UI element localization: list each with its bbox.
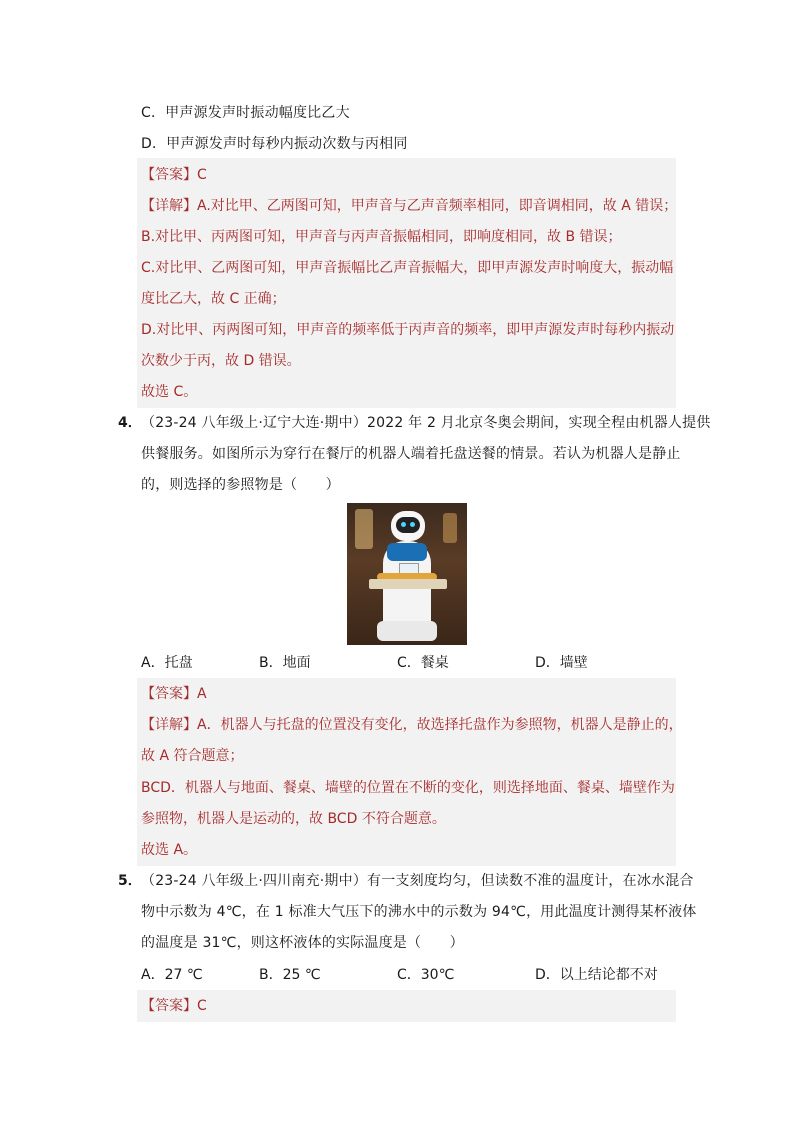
q3-detail-line-5: D.对比甲、丙两图可知，甲声音的频率低于丙声音的频率，即甲声源发声时每秒内振动	[141, 322, 675, 338]
q3-detail-line-3: C.对比甲、乙两图可知，甲声音振幅比乙声音振幅大，即甲声源发声时响度大，振动幅	[141, 260, 674, 276]
q5-option-b: B．25 ℃	[259, 967, 321, 983]
detail-label: 【详解】	[141, 717, 197, 733]
q3-detail-line-7: 故选 C。	[141, 384, 198, 400]
q3-detail-line-2: B.对比甲、丙两图可知，甲声音与丙声音振幅相同，即响度相同，故 B 错误；	[141, 229, 622, 245]
q4-option-d: D．墙壁	[535, 655, 588, 671]
q4-option-c: C．餐桌	[397, 655, 449, 671]
q3-detail-line-6: 次数少于丙，故 D 错误。	[141, 353, 301, 369]
q4-stem-line-1: （23-24 八年级上·辽宁大连·期中）2022 年 2 月北京冬奥会期间，实现全程由机器人提供	[141, 415, 711, 431]
detail-text: A．机器人与托盘的位置没有变化，故选择托盘作为参照物，机器人是静止的，	[197, 717, 683, 733]
q4-detail-line-1	[141, 715, 683, 735]
q4-detail-line-4: 参照物，机器人是运动的，故 BCD 不符合题意。	[141, 811, 446, 827]
q5-answer	[141, 996, 207, 1016]
robot-waiter-photo	[347, 503, 467, 645]
answer-label: 【答案】	[141, 686, 197, 702]
q5-stem-line-2: 物中示数为 4℃，在 1 标准大气压下的沸水中的示数为 94℃，用此温度计测得某杯液体	[141, 904, 697, 920]
q5-option-a: A．27 ℃	[141, 967, 203, 983]
detail-label: 【详解】	[141, 198, 197, 214]
q5-option-d: D．以上结论都不对	[535, 967, 658, 983]
q4-number: 4．	[118, 415, 142, 431]
q5-number: 5．	[118, 873, 142, 889]
q4-answer-box	[137, 678, 676, 866]
q4-stem-line-3: 的，则选择的参照物是（ ）	[141, 477, 340, 493]
q5-stem-line-1: （23-24 八年级上·四川南充·期中）有一支刻度均匀，但读数不准的温度计，在冰水混合	[141, 873, 694, 889]
answer-value: C	[197, 998, 207, 1014]
q3-option-c: C．甲声源发声时振动幅度比乙大	[141, 105, 350, 121]
answer-label: 【答案】	[141, 167, 197, 183]
detail-text: A.对比甲、乙两图可知，甲声音与乙声音频率相同，即音调相同，故 A 错误；	[197, 198, 678, 214]
q4-option-a: A．托盘	[141, 655, 193, 671]
q5-stem-line-3: 的温度是 31℃，则这杯液体的实际温度是（ ）	[141, 935, 464, 951]
q4-detail-line-5: 故选 A。	[141, 842, 198, 858]
q5-answer-box	[137, 990, 676, 1022]
q3-answer	[141, 165, 207, 185]
q4-option-b: B．地面	[259, 655, 311, 671]
q4-detail-line-3: BCD．机器人与地面、餐桌、墙壁的位置在不断的变化，则选择地面、餐桌、墙壁作为	[141, 780, 675, 796]
q3-detail-line-1	[141, 196, 677, 216]
q3-detail-line-4: 度比乙大，故 C 正确；	[141, 291, 286, 307]
q4-answer	[141, 684, 207, 704]
q3-option-d: D．甲声源发声时每秒内振动次数与丙相同	[141, 136, 408, 152]
answer-value: A	[197, 686, 207, 702]
answer-label: 【答案】	[141, 998, 197, 1014]
q4-detail-line-2: 故 A 符合题意；	[141, 748, 244, 764]
answer-value: C	[197, 167, 207, 183]
q5-option-c: C．30℃	[397, 967, 455, 983]
q4-stem-line-2: 供餐服务。如图所示为穿行在餐厅的机器人端着托盘送餐的情景。若认为机器人是静止	[141, 446, 681, 462]
